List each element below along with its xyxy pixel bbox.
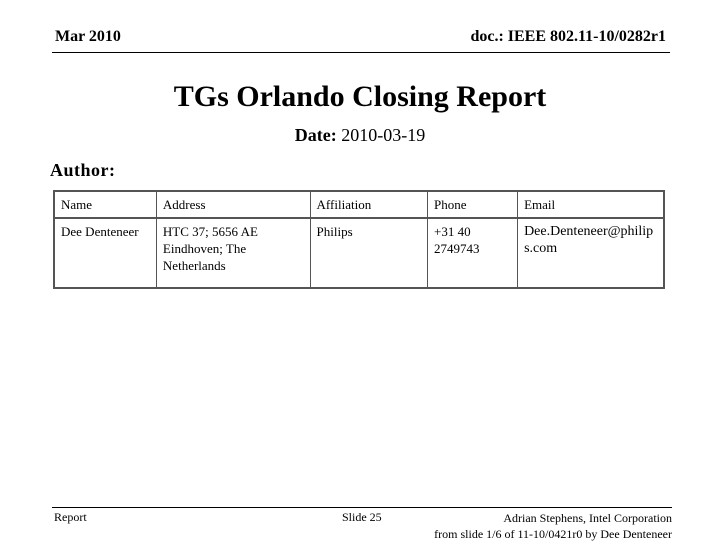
author-email: Dee.Denteneer@philips.com: [518, 218, 664, 288]
column-header-address: Address: [156, 191, 310, 218]
table-header-row: [54, 191, 664, 218]
author-affiliation: Philips: [310, 218, 427, 288]
footer-divider: [52, 507, 672, 508]
author-address: HTC 37; 5656 AE Eindhoven; The Netherlands: [156, 218, 310, 288]
author-phone: +31 40 2749743: [428, 218, 518, 288]
date-line: [0, 125, 720, 146]
header-date: Mar 2010: [55, 28, 121, 45]
header-doc-id: doc.: IEEE 802.11-10/0282r1: [470, 28, 666, 45]
date-label: Date:: [294, 125, 337, 145]
column-header-affiliation: Affiliation: [310, 191, 427, 218]
column-header-phone: Phone: [428, 191, 518, 218]
table-row: [54, 218, 664, 288]
author-name: Dee Denteneer: [54, 218, 156, 288]
slide-title: TGs Orlando Closing Report: [173, 80, 547, 113]
slide-number: Slide 25: [342, 510, 382, 524]
column-header-email: Email: [518, 191, 664, 218]
footer-left: Report: [54, 510, 87, 524]
footer-right: [434, 510, 672, 542]
author-label: Author:: [50, 160, 116, 180]
footer-source: from slide 1/6 of 11-10/0421r0 by Dee Denteneer: [434, 527, 672, 541]
footer-author: Adrian Stephens, Intel Corporation: [503, 511, 672, 525]
authors-table: [53, 190, 665, 289]
date-value: 2010-03-19: [341, 125, 426, 145]
header-divider: [52, 52, 670, 53]
column-header-name: Name: [54, 191, 156, 218]
